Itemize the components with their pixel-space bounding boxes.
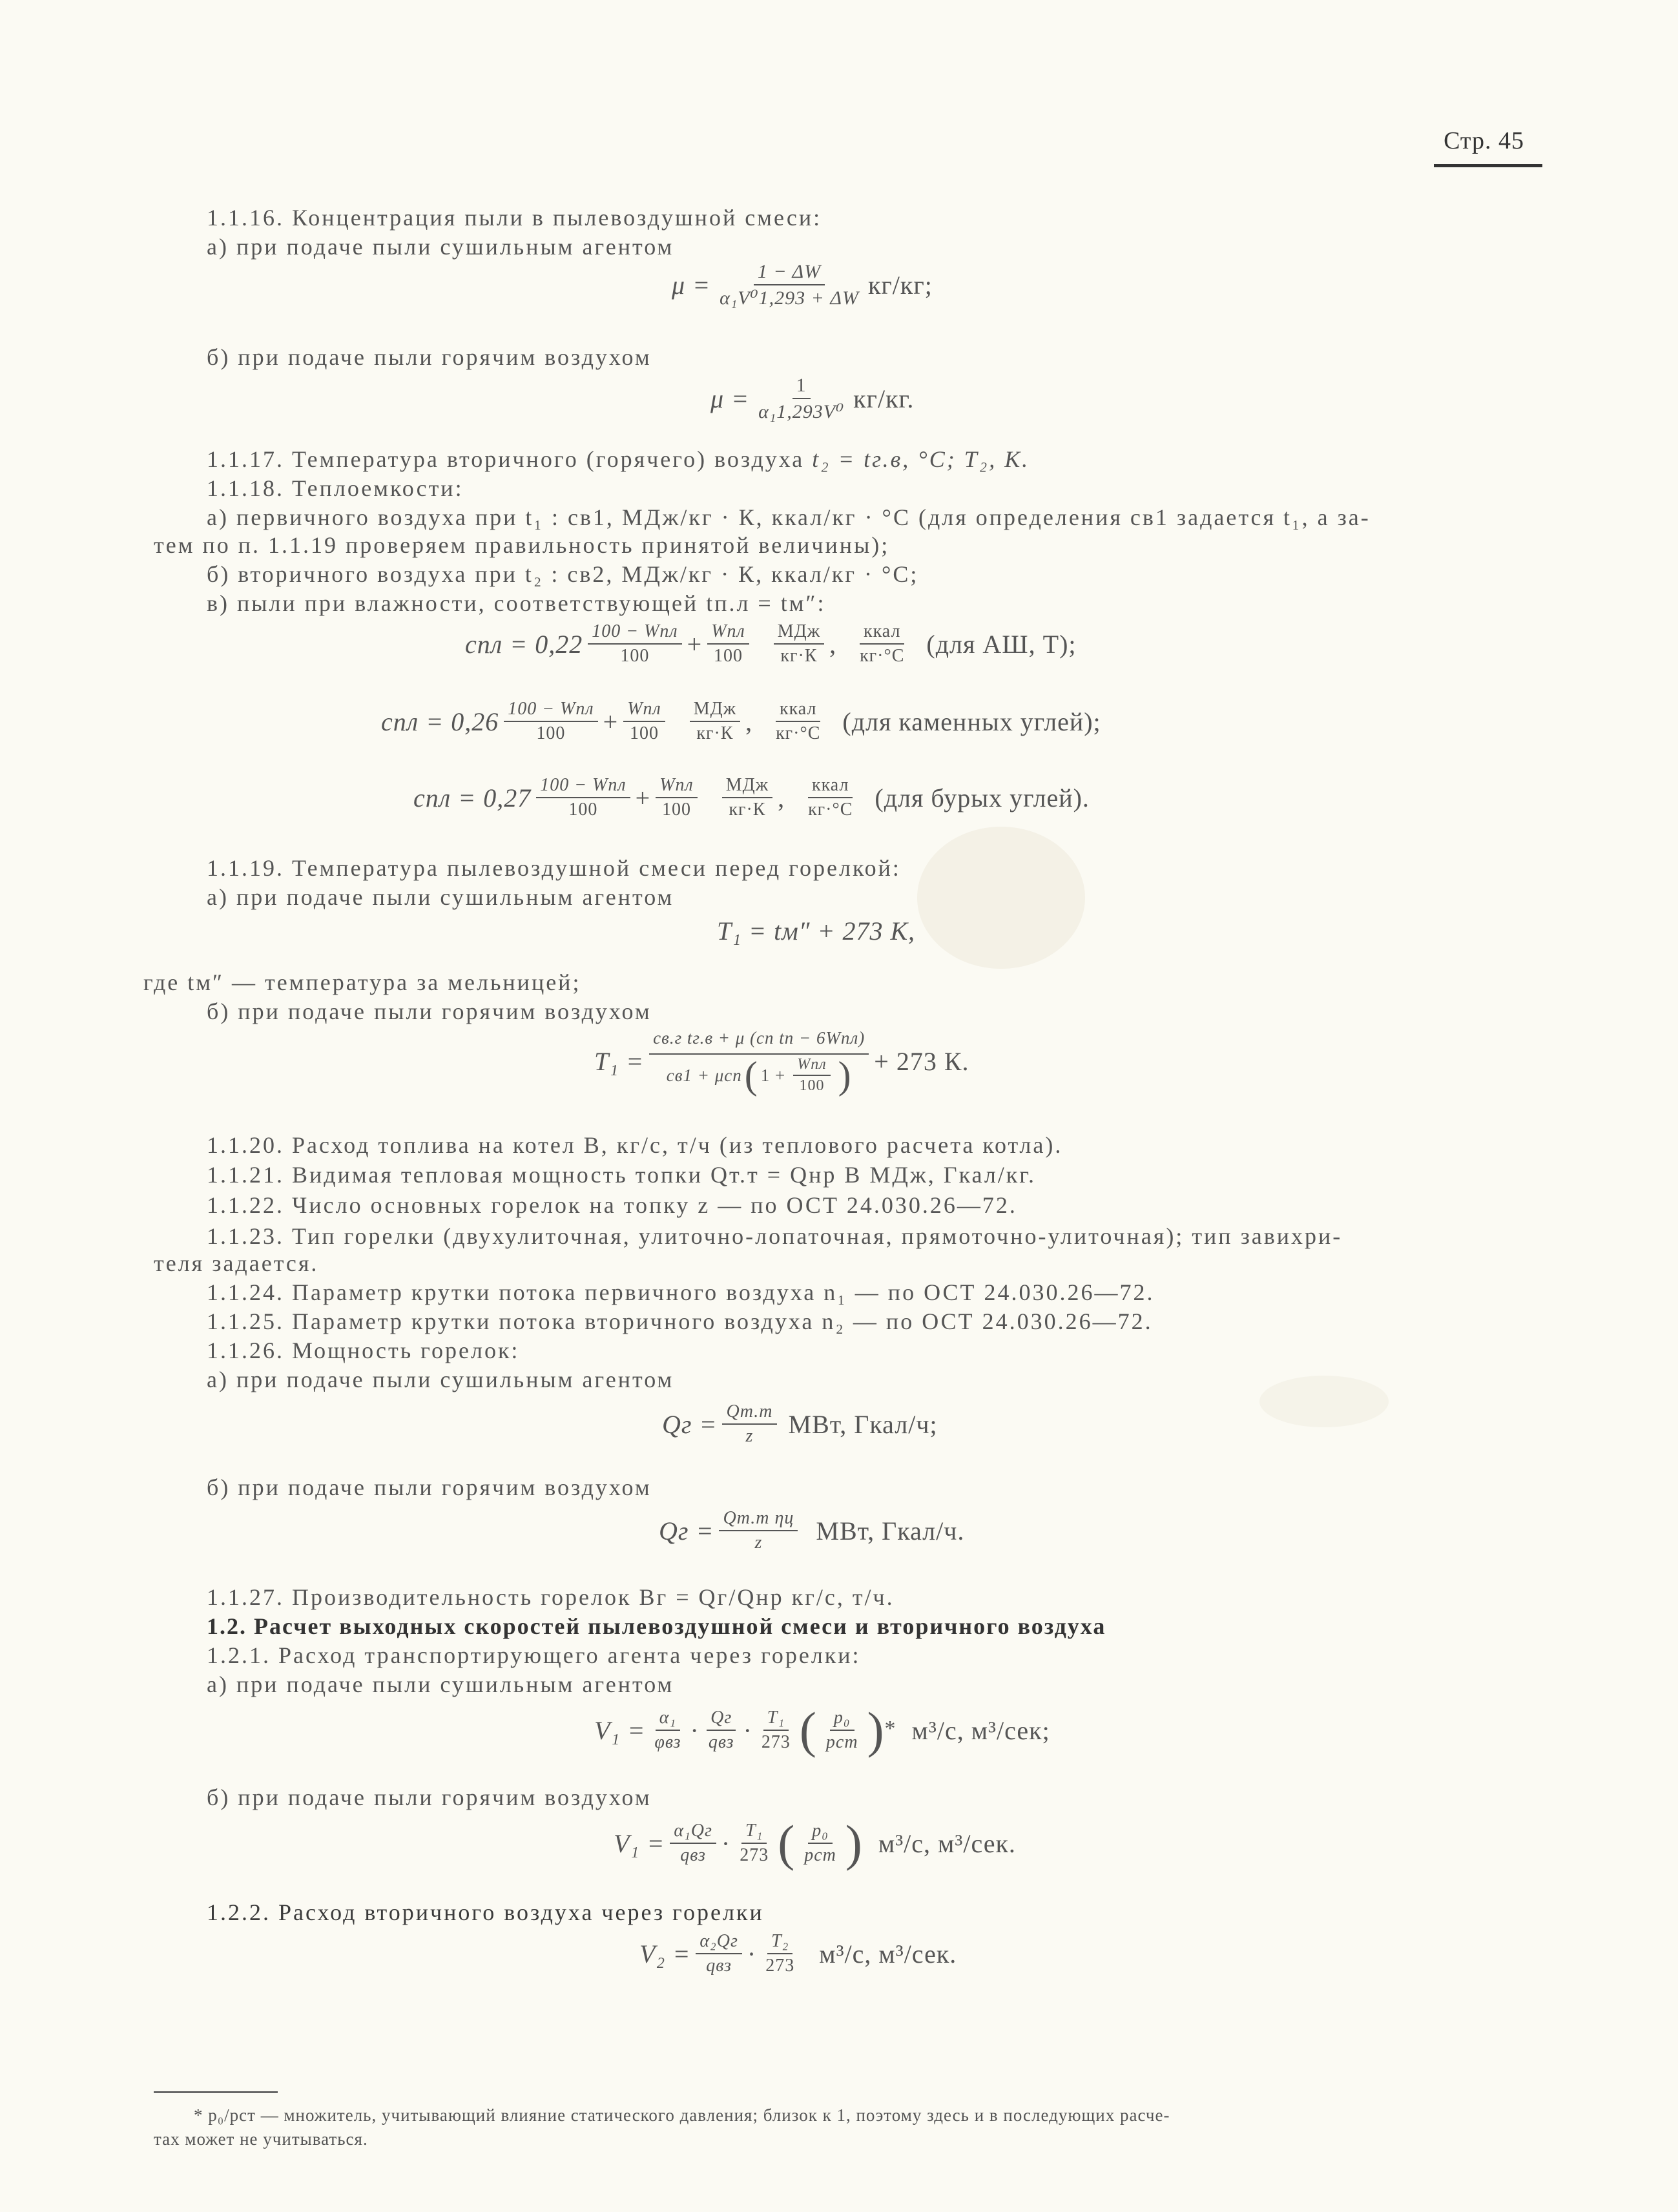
section-1-1-27: 1.1.27. Производительность горелок Bг = Qг/Qнр кг/с, т/ч.	[207, 1584, 895, 1610]
den-sub-fraction	[793, 1056, 830, 1095]
equation-qg-b	[659, 1508, 964, 1553]
item-c-heat: в) пыли при влажности, соответствующей tп.л = tм″:	[207, 590, 826, 616]
item-a-flow: а) при подаче пыли сушильным агентом	[207, 1671, 674, 1697]
equation-cpl-ash	[465, 621, 1077, 667]
where-clause: где tм″ — температура за мельницей;	[143, 969, 581, 995]
num: p₀	[830, 1708, 855, 1731]
section-1-1-22: 1.1.22. Число основных горелок на топку z — по ОСТ 24.030.26—72.	[207, 1192, 1017, 1218]
den: 273	[761, 1732, 791, 1752]
item-a-heat: а) первичного воздуха при t₁ : cв1, МДж/кг · К, ккал/кг · °C (для определения cв1 задается t₁, а за-	[207, 504, 1371, 530]
equation-concentration-b	[710, 375, 914, 423]
plus-sign: +	[603, 707, 619, 736]
num: T₁	[741, 1821, 767, 1844]
paren-left: (	[799, 1702, 817, 1758]
section-1-1-20: 1.1.20. Расход топлива на котел В, кг/с, т/ч (из теплового расчета котла).	[207, 1132, 1063, 1158]
eq-fraction-1	[504, 699, 597, 744]
paren-left: (	[744, 1054, 758, 1097]
frac-c	[761, 1931, 798, 1976]
eq-unit: кг/кг.	[853, 384, 915, 413]
den: pст	[825, 1732, 858, 1752]
den: 100	[568, 800, 598, 820]
unit-fraction-2	[856, 621, 908, 667]
eq-lhs: Qг =	[659, 1516, 714, 1545]
num: α₁Qг	[670, 1821, 716, 1844]
den: 100	[713, 646, 743, 666]
den: qвз	[680, 1845, 706, 1865]
footnote-mark: *	[884, 1717, 896, 1741]
section-1-1-17	[207, 446, 1030, 473]
den: 100	[661, 800, 691, 820]
eq-fraction-2	[707, 621, 749, 667]
eq-den	[663, 1055, 856, 1095]
den: 100	[536, 723, 566, 743]
eq-fraction-1	[588, 621, 681, 667]
dot: ·	[690, 1715, 699, 1745]
num: p₀	[808, 1821, 833, 1844]
num: Wпл	[793, 1056, 830, 1076]
item-a-heat-cont: тем по п. 1.1.19 проверяем правильность принятой величины);	[154, 532, 890, 558]
item-b-heat: б) вторичного воздуха при t₂ : cв2, МДж/кг · К, ккал/кг · °C;	[207, 561, 919, 587]
num: ккал	[860, 621, 904, 645]
section-1-1-25: 1.1.25. Параметр крутки потока вторичного воздуха n₂ — по ОСТ 24.030.26—72.	[207, 1308, 1153, 1334]
den: qвз	[706, 1956, 732, 1976]
paren-right: )	[867, 1702, 885, 1758]
den: кг·°C	[808, 800, 853, 820]
section-1-1-21: 1.1.21. Видимая тепловая мощность топки Qт.т = Qнр В МДж, Гкал/кг.	[207, 1162, 1036, 1188]
eq-fraction	[722, 1401, 776, 1447]
eq-den: α₁V⁰1,293 + ΔW	[720, 287, 859, 309]
item-a-temp: а) при подаче пыли сушильным агентом	[207, 884, 674, 910]
unit-fraction-1	[690, 699, 740, 744]
page-number: Стр. 45	[1444, 127, 1524, 154]
num: 100 − Wпл	[504, 699, 597, 722]
item-b-power: б) при подаче пыли горячим воздухом	[207, 1474, 652, 1500]
item-b: б) при подаче пыли горячим воздухом	[207, 344, 652, 370]
den: 100	[799, 1077, 825, 1094]
equation-cpl-stone	[381, 699, 1101, 744]
section-1-1-17-text: 1.1.17. Температура вторичного (горячего) воздуха	[207, 446, 805, 472]
header-rule	[1434, 164, 1542, 167]
plus-sign: +	[635, 783, 651, 812]
eq-note: (для каменных углей);	[842, 707, 1101, 736]
eq-num: cв.г tг.в + μ (cп tп − 6Wпл)	[649, 1028, 869, 1055]
num: α₂Qг	[696, 1931, 742, 1954]
paper-stain	[1259, 1376, 1389, 1427]
frac-p	[800, 1821, 840, 1866]
comma: ,	[778, 783, 785, 812]
item-b-temp: б) при подаче пыли горячим воздухом	[207, 998, 652, 1024]
eq-fraction	[719, 1508, 798, 1553]
equation-t1-b	[594, 1028, 969, 1095]
eq-fraction-2	[656, 775, 698, 820]
frac-c	[758, 1708, 794, 1753]
equation-cpl-brown	[413, 775, 1090, 820]
frac-b	[705, 1708, 738, 1753]
num: Qт.т ηц	[719, 1508, 798, 1531]
den: кг·К	[780, 646, 818, 666]
paren-right: )	[838, 1054, 852, 1097]
num: Wпл	[623, 699, 665, 722]
footnote-rule	[154, 2091, 278, 2093]
eq-lhs: T₁ =	[594, 1047, 645, 1076]
unit-fraction-2	[804, 775, 856, 820]
den: 273	[740, 1845, 769, 1865]
eq-unit: МВт, Гкал/ч;	[788, 1409, 938, 1439]
equation-v1-a	[594, 1702, 1050, 1758]
eq-unit: м³/с, м³/сек.	[878, 1828, 1016, 1858]
section-1-1-17-formula: t₂ = tг.в, °C; T₂, К.	[812, 446, 1030, 472]
equation-v2	[639, 1931, 957, 1976]
eq-tail: + 273 К.	[874, 1047, 969, 1076]
equation-qg-a	[662, 1401, 938, 1447]
eq-unit: МВт, Гкал/ч.	[816, 1516, 965, 1545]
den: кг·°C	[776, 723, 821, 743]
unit-fraction-1	[774, 621, 824, 667]
den: кг·°C	[860, 646, 905, 666]
den: φвз	[654, 1732, 681, 1752]
num: МДж	[722, 775, 772, 798]
num: 100 − Wпл	[588, 621, 681, 645]
eq-lhs: V₁ =	[594, 1715, 646, 1745]
den: 100	[620, 646, 650, 666]
paren-left: (	[778, 1815, 796, 1871]
section-1-1-16: 1.1.16. Концентрация пыли в пылевоздушной смеси:	[207, 205, 822, 231]
eq-fraction	[649, 1028, 869, 1095]
frac-a	[696, 1931, 742, 1976]
eq-lhs: cпл = 0,26	[381, 707, 499, 736]
eq-note: (для АШ, Т);	[926, 629, 1077, 659]
eq-num: 1	[792, 375, 811, 399]
num: Wпл	[656, 775, 698, 798]
eq-lhs: V₁ =	[614, 1828, 665, 1858]
eq-lhs: V₂ =	[639, 1939, 691, 1969]
frac-a	[650, 1708, 685, 1753]
den: z	[754, 1533, 763, 1553]
eq-den: α₁1,293V⁰	[758, 401, 845, 422]
paper-stain	[917, 827, 1085, 969]
num: α₁	[656, 1708, 680, 1731]
den: 273	[765, 1956, 795, 1976]
section-1-1-19: 1.1.19. Температура пылевоздушной смеси перед горелкой:	[207, 855, 901, 881]
section-1-2-heading: 1.2. Расчет выходных скоростей пылевоздушной смеси и вторичного воздуха	[207, 1613, 1106, 1639]
num: Qт.т	[722, 1401, 776, 1425]
footnote-line-1: * p₀/pст — множитель, учитывающий влияние статического давления; близок к 1, поэтому здесь и в последующих расче-	[194, 2105, 1170, 2125]
dot: ·	[721, 1828, 731, 1858]
num: Qг	[707, 1708, 736, 1731]
section-1-1-23-cont: теля задается.	[154, 1250, 319, 1276]
num: Wпл	[707, 621, 749, 645]
eq-num: 1 − ΔW	[754, 261, 825, 285]
eq-lhs: cпл = 0,27	[413, 783, 532, 812]
item-a-power: а) при подаче пыли сушильным агентом	[207, 1367, 674, 1392]
frac-p	[822, 1708, 862, 1753]
unit-fraction-1	[722, 775, 772, 820]
section-1-1-18: 1.1.18. Теплоемкости:	[207, 475, 464, 501]
num: МДж	[774, 621, 824, 645]
section-1-2-1: 1.2.1. Расход транспортирующего агента через горелки:	[207, 1642, 861, 1668]
num: T₂	[767, 1931, 792, 1954]
eq-fraction-2	[623, 699, 665, 744]
paren-right: )	[845, 1815, 863, 1871]
num: ккал	[776, 699, 820, 722]
num: T₁	[763, 1708, 789, 1731]
frac-c	[736, 1821, 772, 1866]
comma: ,	[745, 707, 753, 736]
plus-sign: +	[687, 629, 703, 659]
den: z	[745, 1426, 754, 1446]
section-1-1-23: 1.1.23. Тип горелки (двухулиточная, улиточно-лопаточная, прямоточно-улиточная); тип завихри-	[207, 1223, 1343, 1249]
den: qвз	[708, 1732, 734, 1752]
dot: ·	[743, 1715, 752, 1745]
comma: ,	[829, 629, 837, 659]
frac-a	[670, 1821, 716, 1866]
section-1-1-26: 1.1.26. Мощность горелок:	[207, 1338, 520, 1363]
den: кг·К	[729, 800, 766, 820]
footnote-line-2: тах может не учитываться.	[154, 2129, 368, 2149]
den: 100	[629, 723, 659, 743]
den: pст	[804, 1845, 836, 1865]
item-b-flow: б) при подаче пыли горячим воздухом	[207, 1784, 652, 1810]
equation-concentration-a	[672, 261, 933, 309]
eq-unit: м³/с, м³/сек;	[911, 1715, 1050, 1745]
eq-lhs: μ =	[672, 271, 711, 300]
eq-fraction	[716, 261, 863, 309]
eq-note: (для бурых углей).	[875, 783, 1090, 812]
den: кг·К	[696, 723, 734, 743]
section-1-1-24: 1.1.24. Параметр крутки потока первичного воздуха n₁ — по ОСТ 24.030.26—72.	[207, 1279, 1155, 1305]
eq-unit: м³/с, м³/сек.	[819, 1939, 957, 1969]
dot: ·	[747, 1939, 757, 1969]
den-one: 1 +	[760, 1065, 786, 1085]
num: ккал	[808, 775, 853, 798]
unit-fraction-2	[772, 699, 824, 744]
eq-unit: кг/кг;	[867, 271, 933, 300]
eq-lhs: cпл = 0,22	[465, 629, 583, 659]
section-1-2-2: 1.2.2. Расход вторичного воздуха через горелки	[207, 1899, 764, 1925]
equation-t1-a: T₁ = tм″ + 273 К,	[717, 916, 915, 946]
equation-v1-b	[614, 1815, 1016, 1871]
num: 100 − Wпл	[536, 775, 630, 798]
eq-fraction-1	[536, 775, 630, 820]
eq-fraction	[754, 375, 848, 423]
den-a: cв1 + μcп	[666, 1065, 742, 1085]
eq-lhs: μ =	[710, 384, 750, 413]
num: МДж	[690, 699, 740, 722]
eq-lhs: Qг =	[662, 1409, 718, 1439]
item-a: а) при подаче пыли сушильным агентом	[207, 234, 674, 260]
